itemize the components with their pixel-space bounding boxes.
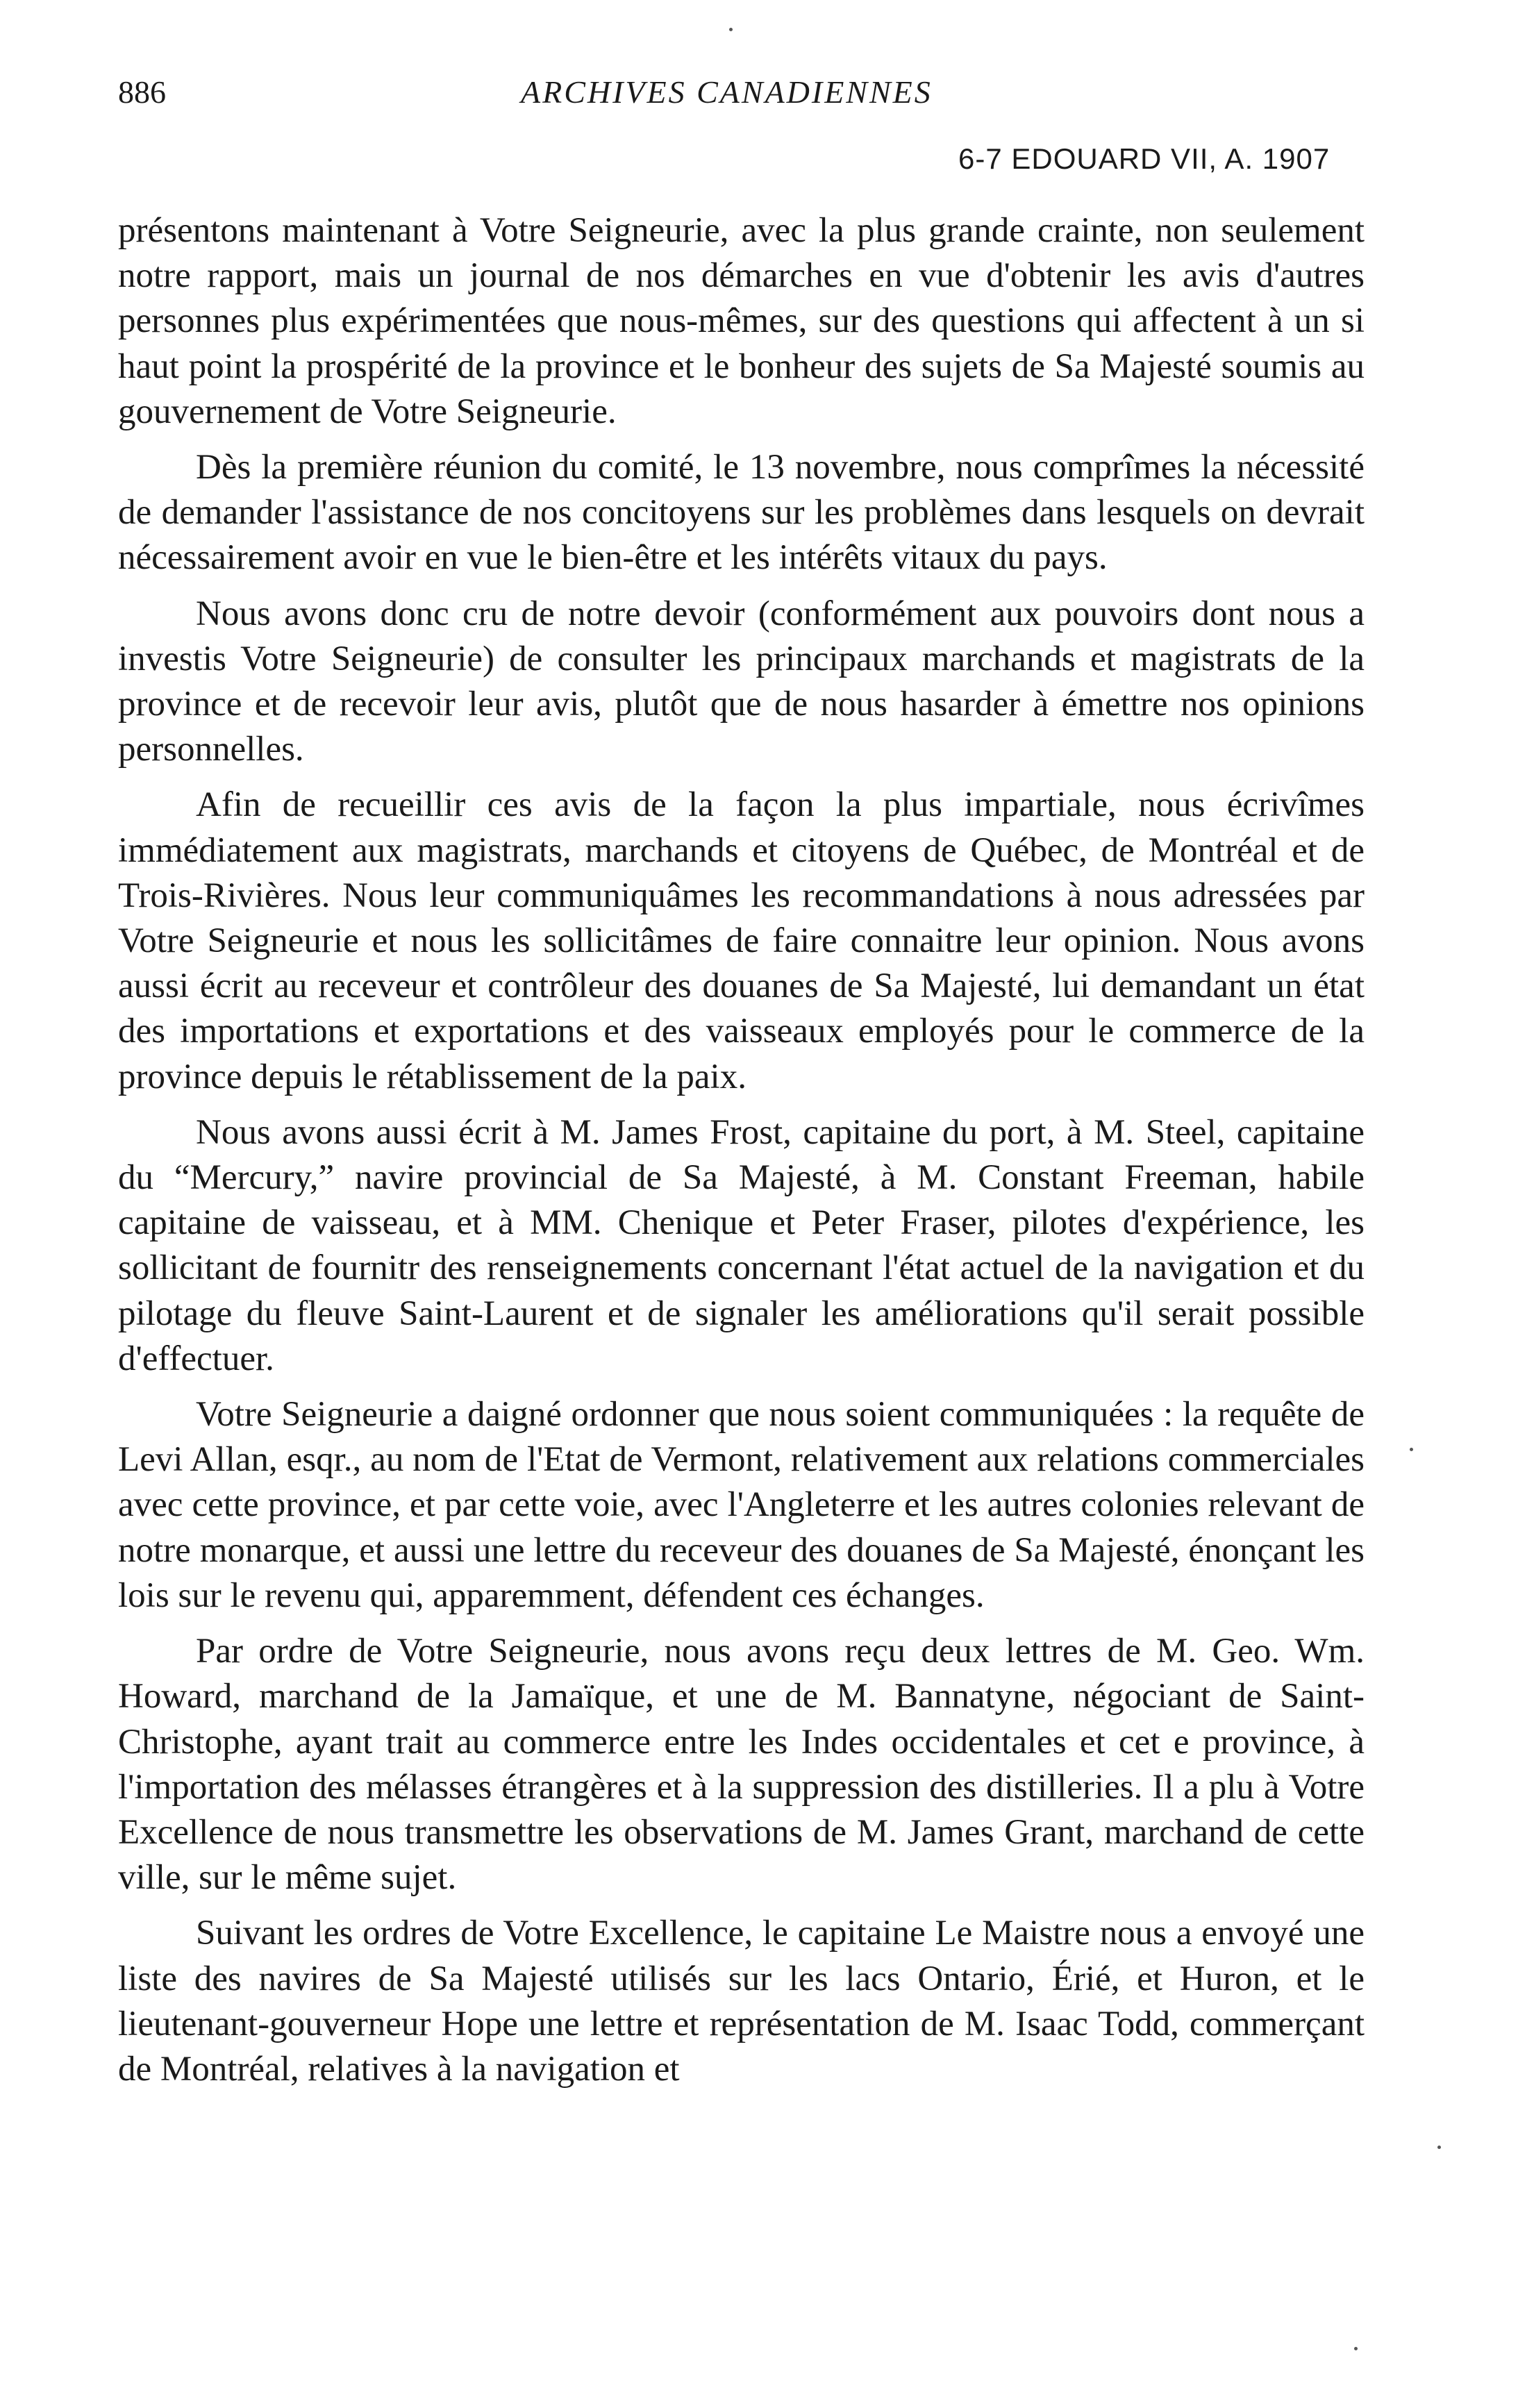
scan-speck xyxy=(1410,1448,1413,1451)
scan-speck xyxy=(1437,2146,1441,2149)
paragraph-1: présentons maintenant à Votre Seigneurie, avec la plus grande crainte, non seulement notre rapport, mais un journal de nos démarches en vue d'obtenir les avis d'autres personnes plus expérimentées que nous-mêmes, sur des questions qui affectent à un si haut point la prospérité de la province et le bonheur des sujets de Sa Majesté soumis au gouvernement de Votre Seigneurie. xyxy=(118,211,1365,431)
journal-title: ARCHIVES CANADIENNES xyxy=(521,74,933,110)
body-text xyxy=(118,208,1365,2102)
paragraph-4: Afin de recueillir ces avis de la façon la plus impartiale, nous écrivîmes immédiatement aux magistrats, marchands et citoyens de Québec, de Montréal et de Trois-Rivières. Nous leur communiquâmes les recommandations à nous adressées par Votre Seigneurie et nous les sollicitâmes de faire connaitre leur opinion. Nous avons aussi écrit au receveur et contrôleur des douanes de Sa Majesté, lui demandant un état des importations et exportations et des vaisseaux employés pour le commerce de la province depuis le rétablissement de la paix. xyxy=(118,785,1365,1096)
paragraph-5: Nous avons aussi écrit à M. James Frost, capitaine du port, à M. Steel, capitaine du “Mercury,” navire provincial de Sa Majesté, à M. Constant Freeman, habile capitaine de vaisseau, et à MM. Chenique et Peter Fraser, pilotes d'expérience, les sollicitant de fournitr des renseignements concernant l'état actuel de la navigation et du pilotage du fleuve Saint-Laurent et de signaler les améliorations qu'il serait possible d'effectuer. xyxy=(118,1112,1365,1378)
page-number: 886 xyxy=(118,74,166,110)
paragraph-7: Par ordre de Votre Seigneurie, nous avons reçu deux lettres de M. Geo. Wm. Howard, marchand de la Jamaïque, et une de M. Bannatyne, négociant de Saint-Christophe, ayant trait au commerce entre les Indes occidentales et cet e province, à l'importation des mélasses étrangères et à la suppression des distilleries. Il a plu à Votre Excellence de nous transmettre les observations de M. James Grant, marchand de cette ville, sur le même sujet. xyxy=(118,1632,1365,1898)
running-header xyxy=(118,69,1368,125)
session-reference: 6-7 EDOUARD VII, A. 1907 xyxy=(958,142,1331,175)
paragraph-3: Nous avons donc cru de notre devoir (conformément aux pouvoirs dont nous a investis Votre Seigneurie) de consulter les principaux marchands et magistrats de la province et de recevoir leur avis, plutôt que de nous hasarder à émettre nos opinions personnelles. xyxy=(118,594,1365,769)
paragraph-2: Dès la première réunion du comité, le 13 novembre, nous comprîmes la nécessité de demander l'assistance de nos concitoyens sur les problèmes dans lesquels on devrait nécessairement avoir en vue le bien-être et les intérêts vitaux du pays. xyxy=(118,448,1365,578)
paragraph-6: Votre Seigneurie a daigné ordonner que nous soient communiquées : la requête de Levi Allan, esqr., au nom de l'Etat de Vermont, relativement aux relations commerciales avec cette province, et par cette voie, avec l'Angleterre et les autres colonies relevant de notre monarque, et aussi une lettre du receveur des douanes de Sa Majesté, énonçant les lois sur le revenu qui, apparemment, défendent ces échanges. xyxy=(118,1395,1365,1615)
scan-speck xyxy=(729,28,733,31)
paragraph-8: Suivant les ordres de Votre Excellence, le capitaine Le Maistre nous a envoyé une liste des navires de Sa Majesté utilisés sur les lacs Ontario, Érié, et Huron, et le lieutenant-gouverneur Hope une lettre et représentation de M. Isaac Todd, commerçant de Montréal, relatives à la navigation et xyxy=(118,1914,1365,2089)
scan-speck xyxy=(1354,2347,1358,2350)
